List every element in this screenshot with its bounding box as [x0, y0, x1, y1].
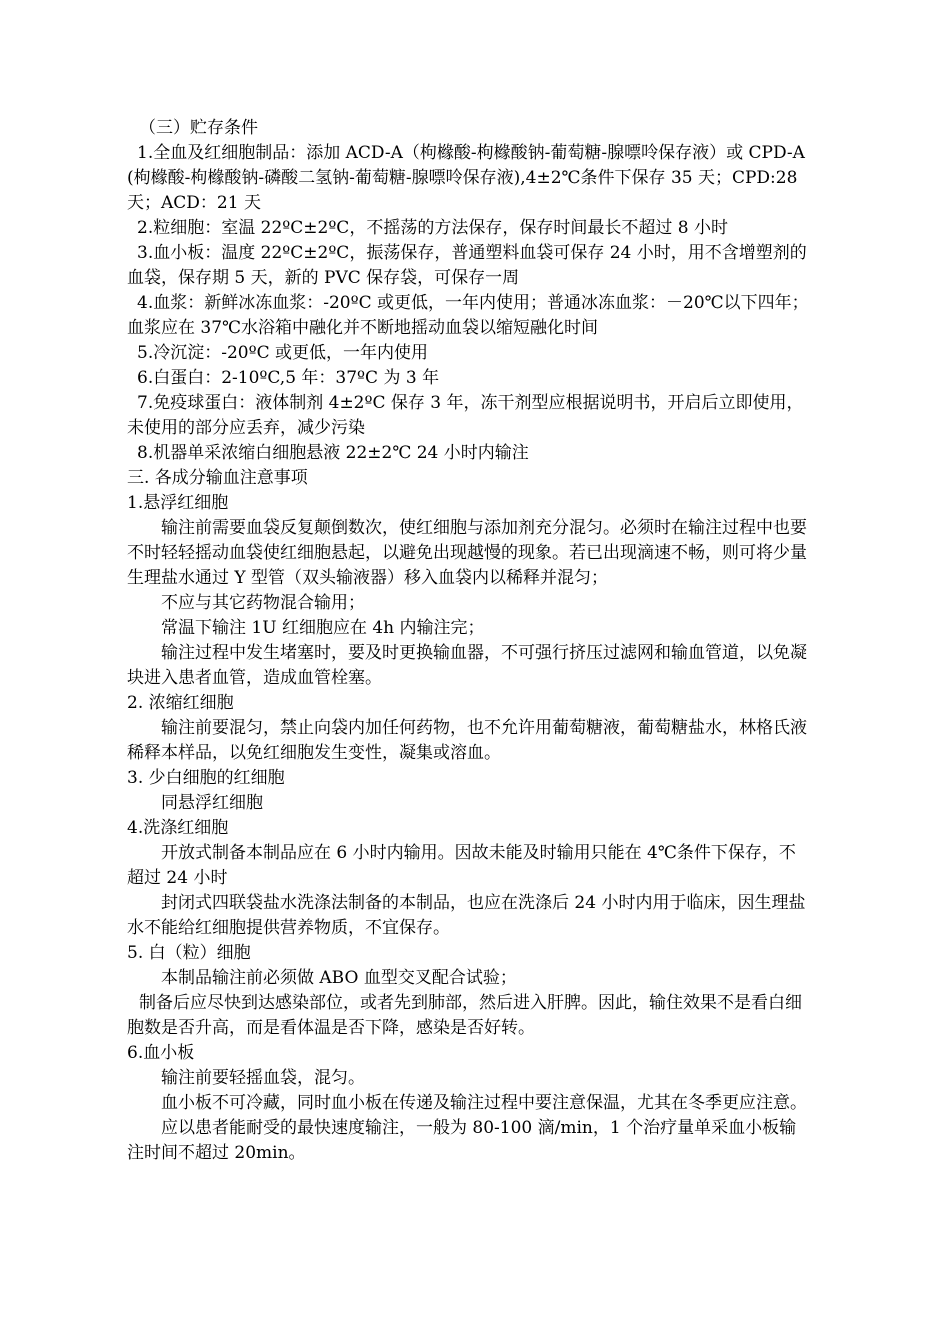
chapter-title: 三. 各成分输血注意事项	[127, 468, 308, 488]
item-5-para-2: 制备后应尽快到达感染部位，或者先到肺部，然后进入肝脾。因此，输住效果不是看白细胞数是否升高，而是看体温是否下降，感染是否好转。	[127, 993, 802, 1038]
storage-item-3: 3.血小板：温度 22ºC±2ºC，振荡保存，普通塑料血袋可保存 24 小时，用不含增塑剂的血袋，保存期 5 天，新的 PVC 保存袋，可保存一周	[127, 243, 807, 288]
item-heading-4: 4.洗涤红细胞	[127, 818, 229, 838]
item-6-para-3: 应以患者能耐受的最快速度输注，一般为 80-100 滴/min，1 个治疗量单采血小板输注时间不超过 20min。	[127, 1118, 797, 1163]
item-heading-2: 2. 浓缩红细胞	[127, 693, 234, 713]
item-1-para-1: 输注前需要血袋反复颠倒数次，使红细胞与添加剂充分混匀。必须时在输注过程中也要不时轻轻摇动血袋使红细胞悬起，以避免出现越慢的现象。若已出现滴速不畅，则可将少量生理盐水通过 Y 型管（双头输液器）移入血袋内以稀释并混匀；	[127, 518, 807, 588]
item-4-para-1: 开放式制备本制品应在 6 小时内输用。因故未能及时输用只能在 4℃条件下保存，不超过 24 小时	[127, 843, 796, 888]
item-2-para-1: 输注前要混匀，禁止向袋内加任何药物，也不允许用葡萄糖液，葡萄糖盐水，林格氏液稀释本样品，以免红细胞发生变性，凝集或溶血。	[127, 718, 807, 763]
item-4-para-2: 封闭式四联袋盐水洗涤法制备的本制品，也应在洗涤后 24 小时内用于临床，因生理盐水不能给红细胞提供营养物质，不宜保存。	[127, 893, 806, 938]
item-heading-6: 6.血小板	[127, 1043, 195, 1063]
item-6-para-2: 血小板不可冷藏，同时血小板在传递及输注过程中要注意保温，尤其在冬季更应注意。	[161, 1093, 807, 1113]
section-heading-storage: （三）贮存条件	[139, 118, 258, 138]
item-3-para-1: 同悬浮红细胞	[161, 793, 263, 813]
storage-item-4: 4.血浆：新鲜冰冻血浆：-20ºC 或更低，一年内使用；普通冰冻血浆：－20℃以下四年；血浆应在 37℃水浴箱中融化并不断地摇动血袋以缩短融化时间	[127, 293, 809, 338]
storage-item-5: 5.冷沉淀：-20ºC 或更低，一年内使用	[137, 343, 428, 363]
storage-item-7: 7.免疫球蛋白：液体制剂 4±2ºC 保存 3 年，冻干剂型应根据说明书，开启后立即使用，未使用的部分应丢弃，减少污染	[127, 393, 804, 438]
document-page	[127, 116, 810, 1166]
item-1-para-4: 输注过程中发生堵塞时，要及时更换输血器，不可强行挤压过滤网和输血管道，以免凝块进入患者血管，造成血管栓塞。	[127, 643, 807, 688]
storage-item-8: 8.机器单采浓缩白细胞悬液 22±2℃ 24 小时内输注	[137, 443, 529, 463]
storage-item-1: 1.全血及红细胞制品：添加 ACD-A（枸橼酸-枸橼酸钠-葡萄糖-腺嘌呤保存液）或 CPD-A(枸橼酸-枸橼酸钠-磷酸二氢钠-葡萄糖-腺嘌呤保存液),4±2℃条件下保存 35 天；CPD:28 天；ACD：21 天	[127, 143, 805, 213]
item-6-para-1: 输注前要轻摇血袋，混匀。	[161, 1068, 365, 1088]
item-heading-5: 5. 白（粒）细胞	[127, 943, 251, 963]
item-heading-1: 1.悬浮红细胞	[127, 493, 229, 513]
item-heading-3: 3. 少白细胞的红细胞	[127, 768, 285, 788]
item-1-para-3: 常温下输注 1U 红细胞应在 4h 内输注完；	[161, 618, 485, 638]
storage-item-2: 2.粒细胞：室温 22ºC±2ºC，不摇荡的方法保存，保存时间最长不超过 8 小时	[137, 218, 728, 238]
item-1-para-2: 不应与其它药物混合输用；	[161, 593, 365, 613]
item-5-para-1: 本制品输注前必须做 ABO 血型交叉配合试验；	[161, 968, 517, 988]
storage-item-6: 6.白蛋白：2-10ºC,5 年：37ºC 为 3 年	[137, 368, 440, 388]
